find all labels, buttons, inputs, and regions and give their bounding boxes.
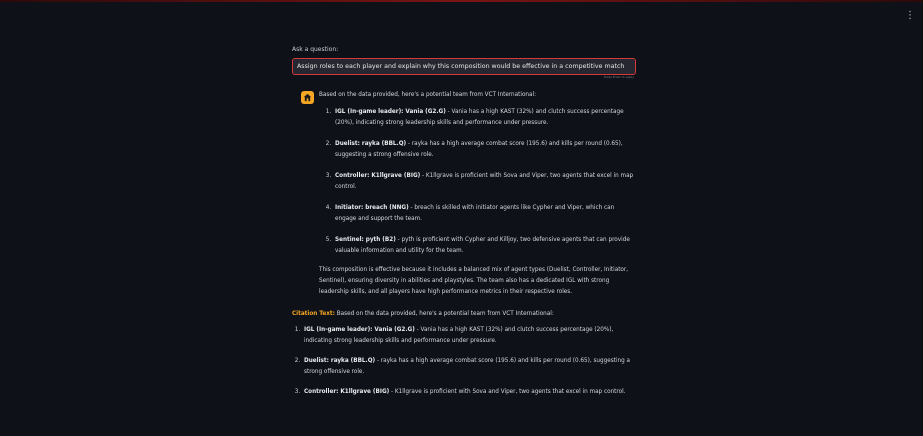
answer-summary: This composition is effective because it includes a balanced mix of agent types (Duelist, Controller, Initiator, Sentinel), ensuring diversity in abilities and playstyles. The team also has a dedicated IGL with strong leadership skills, and all players have high performance metrics in their respective roles.: [319, 267, 629, 295]
citation-section: [292, 309, 636, 398]
item-title: Controller: K1llgrave (BIG): [304, 389, 390, 395]
input-hint: Press Enter to apply: [603, 75, 634, 79]
main-content: [292, 46, 636, 407]
citation-label: Citation Text:: [292, 311, 335, 317]
list-item: [333, 107, 634, 129]
answer-list: [319, 107, 634, 257]
answer-body: [319, 90, 634, 298]
item-title: Duelist: rayka (BBL.Q): [304, 358, 376, 364]
item-text: - K1llgrave is proficient with Sova and Viper, two agents that excel in map control.: [389, 389, 626, 395]
item-title: Sentinel: pyth (B2): [335, 237, 396, 243]
item-title: IGL (In-game leader): Vania (G2.G): [335, 109, 446, 115]
list-item: [333, 235, 634, 257]
item-title: Controller: K1llgrave (BIG): [335, 173, 421, 179]
item-text: - K1llgrave is proficient with Sova and Viper, two agents that excel in map control.: [335, 173, 634, 190]
item-title: Initiator: breach (NNG): [335, 205, 409, 211]
question-label: Ask a question:: [292, 46, 339, 53]
item-title: IGL (In-game leader): Vania (G2.G): [304, 327, 415, 333]
top-decoration-bar: [0, 0, 923, 2]
list-item: [302, 356, 636, 378]
list-item: [333, 171, 634, 193]
citation-intro: Based on the data provided, here's a potential team from VCT International:: [334, 311, 554, 317]
item-text: - pyth is proficient with Cypher and Killjoy, two defensive agents that can provide valuable information and utility for the team.: [335, 237, 630, 254]
citation-list: [292, 325, 636, 398]
question-input[interactable]: Assign roles to each player and explain why this composition would be effective in a competitive match: [292, 58, 636, 75]
assistant-avatar-icon: [301, 91, 314, 104]
assistant-message: [292, 90, 636, 298]
item-text: - Vania has a high KAST (32%) and clutch success percentage (20%), indicating strong leadership skills and performance under pressure.: [335, 109, 624, 126]
item-text: - breach is skilled with initiator agents like Cypher and Viper, which can engage and support the team.: [335, 205, 615, 222]
answer-intro: Based on the data provided, here's a potential team from VCT International:: [319, 92, 537, 98]
citation-intro-line: [292, 309, 636, 320]
list-item: [333, 203, 634, 225]
item-text: - rayka has a high average combat score (195.6) and kills per round (0.65), suggesting a strong offensive role.: [335, 141, 623, 158]
list-item: [333, 139, 634, 161]
item-text: - Vania has a high KAST (32%) and clutch success percentage (20%), indicating strong leadership skills and performance under pressure.: [304, 327, 614, 344]
item-text: - rayka has a high average combat score (195.6) and kills per round (0.65), suggesting a strong offensive role.: [304, 358, 631, 375]
list-item: [302, 387, 636, 398]
item-title: Duelist: rayka (BBL.Q): [335, 141, 407, 147]
list-item: [302, 325, 636, 347]
kebab-menu-icon[interactable]: ⋮: [905, 10, 915, 21]
